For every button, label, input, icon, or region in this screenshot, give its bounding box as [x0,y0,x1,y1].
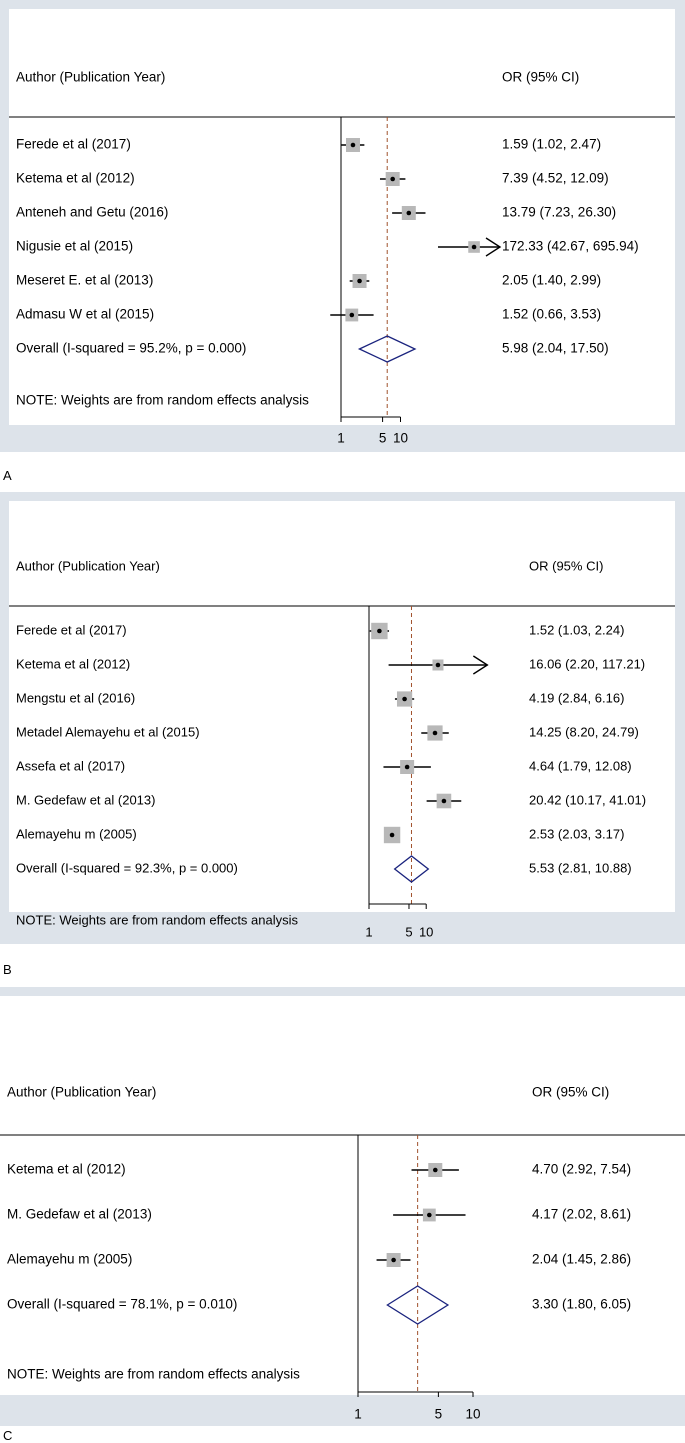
x-tick-label: 5 [405,924,413,940]
overall-or-value: 5.98 (2.04, 17.50) [502,340,609,356]
point-estimate [390,177,395,182]
study-label: Ketema et al (2012) [16,170,135,186]
point-estimate [351,143,356,148]
study-label: Alemayehu m (2005) [7,1251,133,1267]
study-label: M. Gedefaw et al (2013) [16,792,156,808]
forest-plot-c [0,987,685,1426]
study-or-value: 14.25 (8.20, 24.79) [529,724,639,740]
header-or-label: OR (95% CI) [502,69,580,85]
study-or-value: 2.05 (1.40, 2.99) [502,272,602,288]
study-label: Alemayehu m (2005) [16,826,137,842]
point-estimate [350,313,355,318]
point-estimate [402,697,407,702]
study-or-value: 1.59 (1.02, 2.47) [502,136,602,152]
study-or-value: 7.39 (4.52, 12.09) [502,170,609,186]
study-label: Ferede et al (2017) [16,622,127,638]
panel-label-c: C [3,1428,13,1443]
study-label: M. Gedefaw et al (2013) [7,1206,152,1222]
point-estimate [472,245,477,250]
weights-note: NOTE: Weights are from random effects analysis [16,392,309,408]
study-or-value: 13.79 (7.23, 26.30) [502,204,617,220]
study-label: Admasu W et al (2015) [16,306,155,322]
study-or-value: 2.04 (1.45, 2.86) [532,1251,632,1267]
panel-label-b: B [3,962,12,977]
study-label: Anteneh and Getu (2016) [16,204,169,220]
x-tick-label: 5 [378,430,387,446]
study-or-value: 172.33 (42.67, 695.94) [502,238,639,254]
overall-or-value: 5.53 (2.81, 10.88) [529,860,632,876]
x-tick-label: 10 [392,430,409,446]
header-author-label: Author (Publication Year) [7,1084,157,1100]
header-author-label: Author (Publication Year) [16,558,160,574]
study-label: Mengstu et al (2016) [16,690,136,706]
header-or-label: OR (95% CI) [529,558,604,574]
study-or-value: 4.17 (2.02, 8.61) [532,1206,632,1222]
header-author-label: Author (Publication Year) [16,69,166,85]
study-or-value: 1.52 (0.66, 3.53) [502,306,602,322]
study-label: Ketema et al (2012) [7,1161,126,1177]
study-or-value: 2.53 (2.03, 3.17) [529,826,625,842]
forest-plot-a [0,0,685,452]
point-estimate [433,731,438,736]
weights-note: NOTE: Weights are from random effects analysis [7,1366,300,1382]
weights-note: NOTE: Weights are from random effects analysis [16,912,299,928]
x-tick-label: 1 [337,430,345,446]
point-estimate [390,833,395,838]
forest-plot-panel-b [0,492,685,944]
point-estimate [391,1258,396,1263]
point-estimate [407,211,412,216]
x-tick-label: 10 [418,924,434,940]
overall-label: Overall (I-squared = 95.2%, p = 0.000) [16,340,247,356]
plot-area [0,996,685,1395]
x-tick-label: 5 [434,1406,443,1422]
x-tick-label: 10 [465,1406,481,1422]
study-label: Metadel Alemayehu et al (2015) [16,724,200,740]
overall-label: Overall (I-squared = 78.1%, p = 0.010) [7,1296,238,1312]
panel-label-a: A [3,468,12,483]
study-label: Nigusie et al (2015) [16,238,134,254]
study-or-value: 20.42 (10.17, 41.01) [529,792,647,808]
overall-or-value: 3.30 (1.80, 6.05) [532,1296,632,1312]
point-estimate [433,1168,438,1173]
study-label: Meseret E. et al (2013) [16,272,154,288]
forest-plot-panel-c [0,987,685,1426]
study-label: Ketema et al (2012) [16,656,131,672]
header-or-label: OR (95% CI) [532,1084,610,1100]
study-label: Assefa et al (2017) [16,758,126,774]
study-or-value: 4.19 (2.84, 6.16) [529,690,625,706]
point-estimate [442,799,447,804]
study-or-value: 16.06 (2.20, 117.21) [529,656,646,672]
point-estimate [427,1213,432,1218]
point-estimate [377,629,382,634]
study-or-value: 4.64 (1.79, 12.08) [529,758,632,774]
forest-plot-b [0,492,685,944]
study-or-value: 4.70 (2.92, 7.54) [532,1161,632,1177]
x-tick-label: 1 [365,924,373,940]
point-estimate [436,663,441,668]
study-label: Ferede et al (2017) [16,136,131,152]
forest-plot-panel-a [0,0,685,452]
point-estimate [405,765,410,770]
x-tick-label: 1 [354,1406,362,1422]
overall-label: Overall (I-squared = 92.3%, p = 0.000) [16,860,238,876]
study-or-value: 1.52 (1.03, 2.24) [529,622,625,638]
point-estimate [357,279,362,284]
